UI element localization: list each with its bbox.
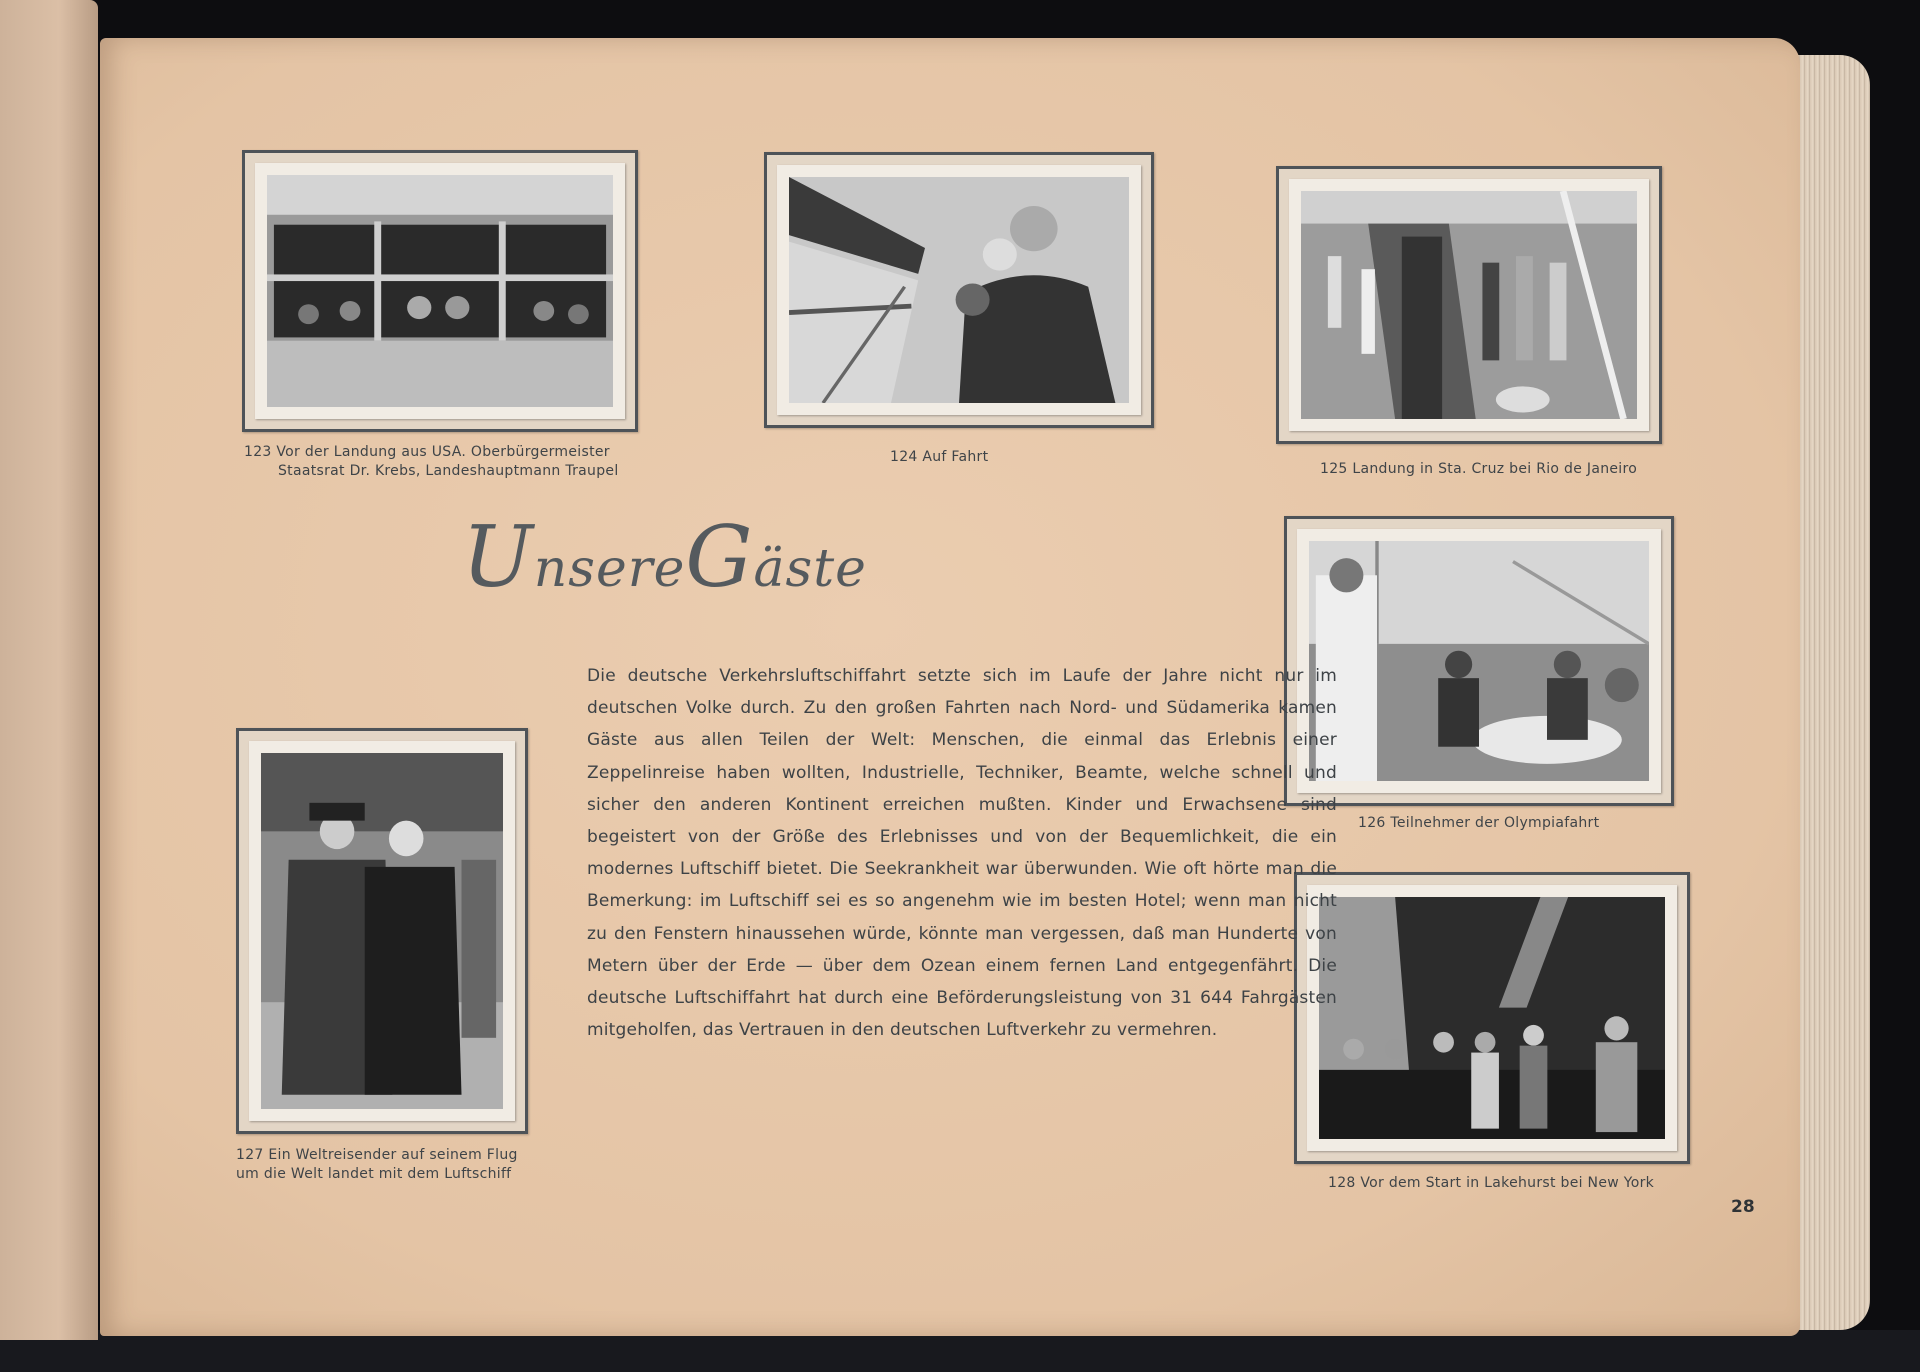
photo-124 xyxy=(789,177,1129,403)
left-page-edge xyxy=(0,0,98,1340)
photo-card-126 xyxy=(1297,529,1661,793)
caption-127-line2: um die Welt landet mit dem Luftschiff xyxy=(236,1166,512,1182)
title-initial-2: G xyxy=(685,508,754,606)
photo-card-127 xyxy=(249,741,515,1121)
caption-123-line2: Staatsrat Dr. Krebs, Landeshauptmann Traupel xyxy=(278,463,619,479)
photo-frame-124 xyxy=(764,152,1154,428)
caption-128-line1: 128 Vor dem Start in Lakehurst bei New York xyxy=(1328,1175,1655,1191)
caption-128 xyxy=(1328,1174,1654,1193)
photo-frame-127 xyxy=(236,728,528,1134)
photo-card-124 xyxy=(777,165,1141,415)
caption-124 xyxy=(890,448,988,467)
photo-frame-125 xyxy=(1276,166,1662,444)
photo-frame-128 xyxy=(1294,872,1690,1164)
photo-card-123 xyxy=(255,163,625,419)
album-page xyxy=(100,38,1800,1336)
photo-128 xyxy=(1319,897,1665,1139)
photo-card-128 xyxy=(1307,885,1677,1151)
caption-127-line1: 127 Ein Weltreisender auf seinem Flug xyxy=(236,1147,518,1163)
caption-123 xyxy=(244,443,664,481)
title-initial: U xyxy=(462,508,534,606)
caption-127 xyxy=(236,1146,536,1184)
table-surface xyxy=(0,1330,1920,1372)
page-title xyxy=(462,508,867,606)
photo-123 xyxy=(267,175,613,407)
body-paragraph: Die deutsche Verkehrsluftschiffahrt setzte sich im Laufe der Jahre nicht nur im deutschen Volke durch. Zu den großen Fahrten nach Nord- und Südamerika kamen Gäste aus allen Teilen der Welt: Menschen, die einmal das Erlebnis einer Zeppelinreise haben wollten, Industrielle, Techniker, Beamte, welche schnell und sicher den anderen Kontinent erreichen mußten. Kinder und Erwachsene sind begeistert von der Größe des Erlebnisses und von der Bequemlichkeit, die ein modernes Luftschiff bietet. Die Seekrankheit war überwunden. Wie oft hörte man die Bemerkung: im Luftschiff sei es so angenehm wie im besten Hotel; wenn man nicht zu den Fenstern hinaussehen würde, könnte man vergessen, daß man Hunderte von Metern über der Erde — über dem Ozean einem fernen Land entgegenfährt. Die deutsche Luftschiffahrt hat durch eine Beförderungsleistung von 31 644 Fahrgästen mitgeholfen, das Vertrauen in den deutschen Luftverkehr zu vermehren. xyxy=(587,666,1337,1041)
photo-frame-123 xyxy=(242,150,638,432)
photo-frame-126 xyxy=(1284,516,1674,806)
photo-card-125 xyxy=(1289,179,1649,431)
photo-127 xyxy=(261,753,503,1109)
caption-126-line1: 126 Teilnehmer der Olympiafahrt xyxy=(1358,815,1600,831)
photo-126 xyxy=(1309,541,1649,781)
page-number: 28 xyxy=(1731,1197,1755,1217)
caption-125 xyxy=(1320,460,1637,479)
caption-124-line1: 124 Auf Fahrt xyxy=(890,449,989,465)
title-word1: nsere xyxy=(533,539,686,599)
caption-123-line1: 123 Vor der Landung aus USA. Oberbürgermeister xyxy=(244,444,610,460)
title-word2: äste xyxy=(753,539,867,599)
caption-125-line1: 125 Landung in Sta. Cruz bei Rio de Janeiro xyxy=(1320,461,1638,477)
caption-126 xyxy=(1358,814,1599,833)
photo-125 xyxy=(1301,191,1637,419)
